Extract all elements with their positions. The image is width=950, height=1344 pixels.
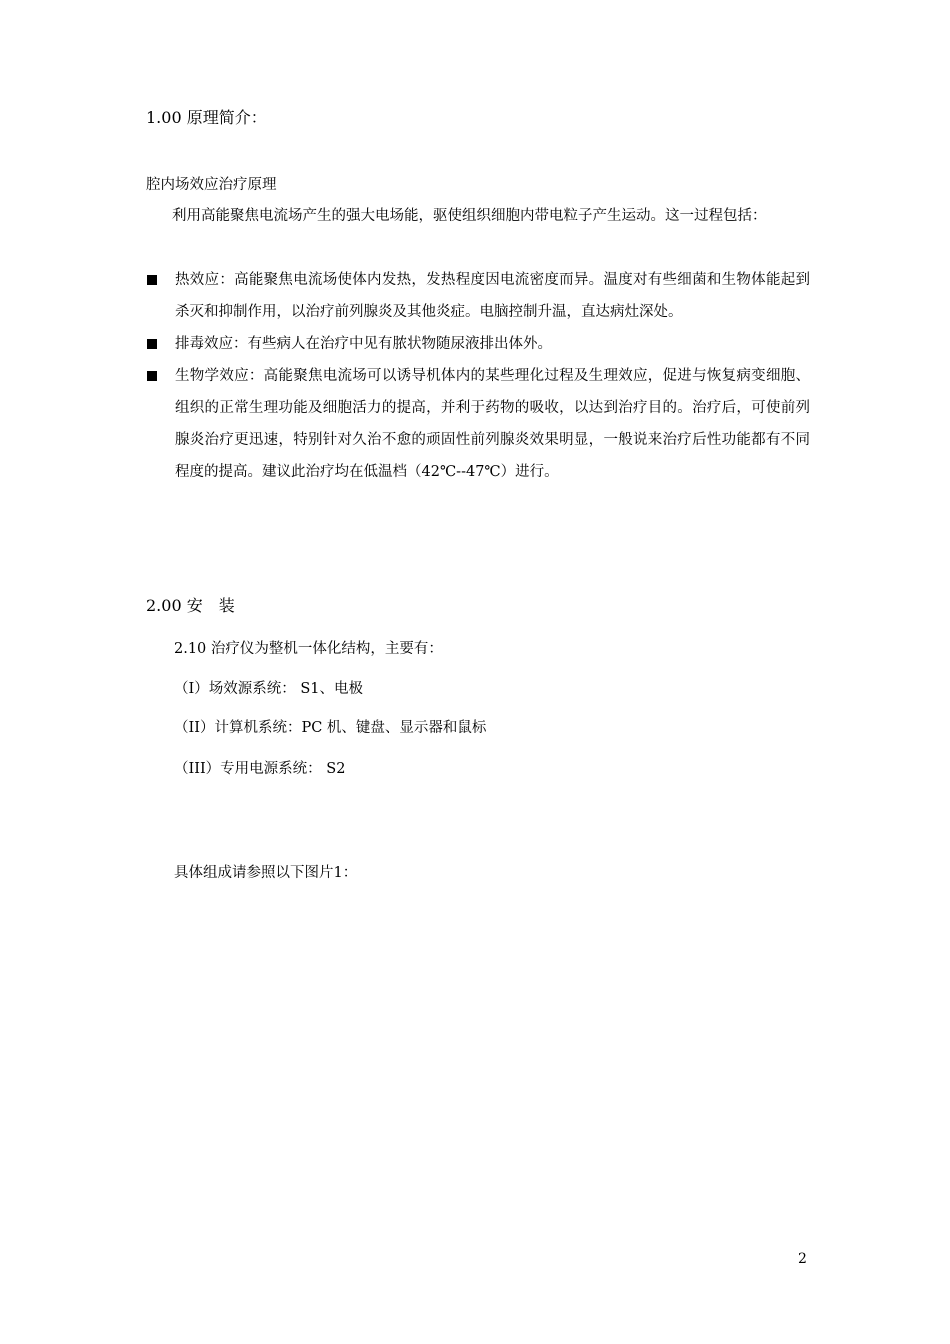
square-bullet-icon bbox=[147, 275, 157, 285]
page-number: 2 bbox=[798, 1251, 807, 1267]
bullet-text: 排毒效应：有些病人在治疗中见有脓状物随尿液排出体外。 bbox=[175, 336, 552, 352]
section-1-subheading: 腔内场效应治疗原理 bbox=[146, 177, 277, 193]
bullet-text: 热效应：高能聚焦电流场使体内发热，发热程度因电流密度而异。温度对有些细菌和生物体能起到杀灭和抑制作用，以治疗前列腺炎及其他炎症。电脑控制升温，直达病灶深处。 bbox=[175, 272, 810, 320]
bullet-text: 生物学效应：高能聚焦电流场可以诱导机体内的某些理化过程及生理效应，促进与恢复病变细胞、组织的正常生理功能及细胞活力的提高，并利于药物的吸收，以达到治疗目的。治疗后，可使前列腺炎治疗更迅速，特别针对久治不愈的顽固性前列腺炎效果明显，一般说来治疗后性功能都有不同程度的提高。建议此治疗均在低温档（42℃--47℃）进行。 bbox=[175, 368, 810, 480]
square-bullet-icon bbox=[147, 339, 157, 349]
component-item-3: （III）专用电源系统： S2 bbox=[174, 761, 346, 777]
section-2-heading: 2.00 安 装 bbox=[146, 596, 235, 615]
component-item-1: （I）场效源系统： S1、电极 bbox=[174, 681, 363, 697]
section-1-bullet-list bbox=[146, 264, 810, 488]
square-bullet-icon bbox=[147, 371, 157, 381]
bullet-item-detox bbox=[146, 328, 810, 360]
component-item-2: （II）计算机系统：PC 机、键盘、显示器和鼠标 bbox=[174, 720, 487, 736]
bullet-item-thermal bbox=[146, 264, 810, 328]
section-1-intro-paragraph: 利用高能聚焦电流场产生的强大电场能，驱使组织细胞内带电粒子产生运动。这一过程包括： bbox=[172, 208, 767, 224]
bullet-item-biological bbox=[146, 360, 810, 488]
section-2-intro: 2.10 治疗仪为整机一体化结构，主要有： bbox=[174, 641, 443, 657]
section-1-heading: 1.00 原理简介： bbox=[146, 108, 267, 127]
figure-reference-line: 具体组成请参照以下图片1： bbox=[174, 865, 358, 881]
